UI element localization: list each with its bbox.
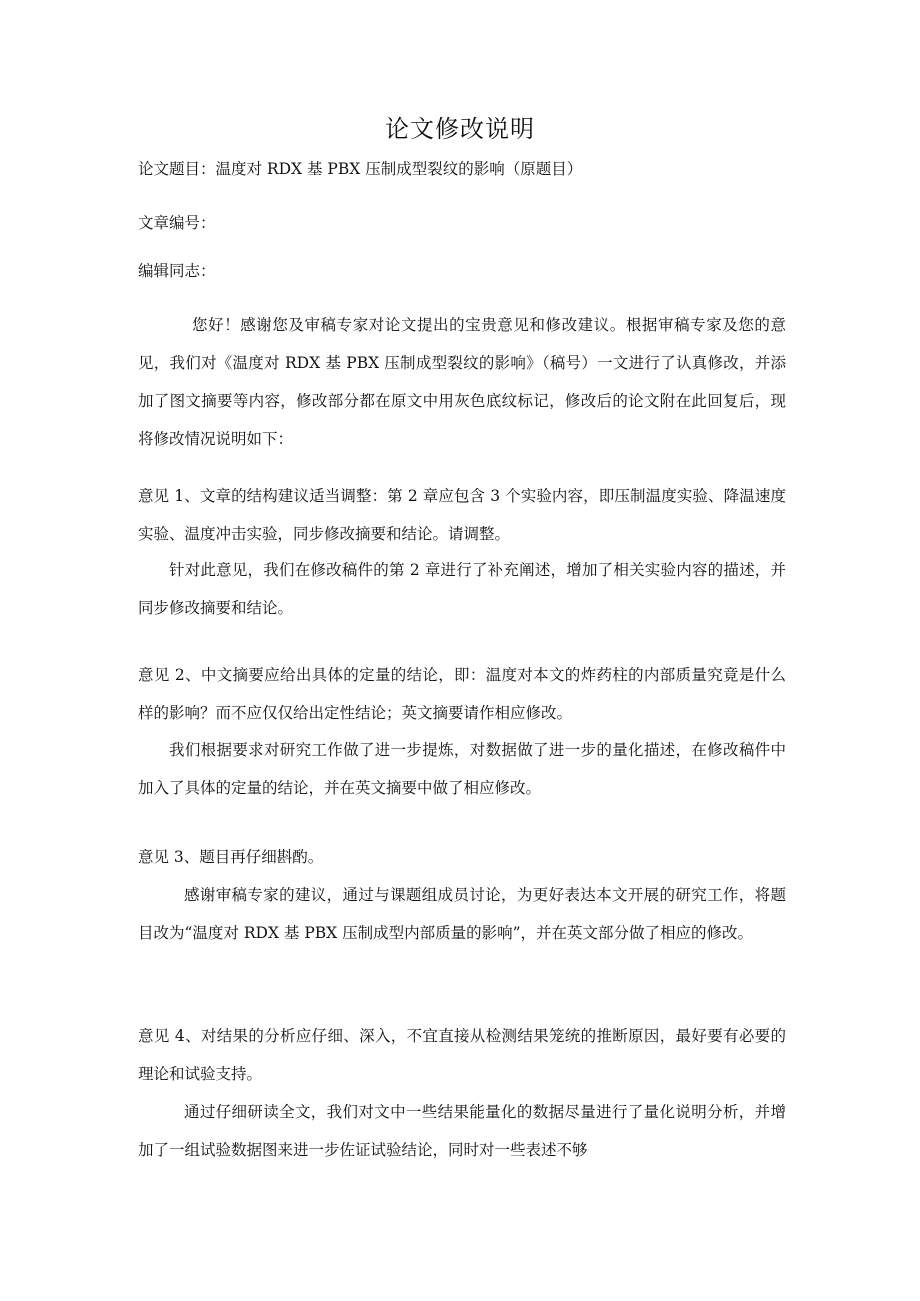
reply-1: 针对此意见，我们在修改稿件的第 2 章进行了补充阐述，增加了相关实验内容的描述，并同步修改摘要和结论。 [138, 561, 786, 617]
intro-paragraph: 您好！感谢您及审稿专家对论文提出的宝贵意见和修改建议。根据审稿专家及您的意见，我们对《温度对 RDX 基 PBX 压制成型裂纹的影响》（稿号）一文进行了认真修改，并添加了图文摘要等内容，修改部分都在原文中用灰色底纹标记，修改后的论文附在此回复后，现将修改情况说明如下： [138, 316, 786, 448]
opinion-1: 意见 1、文章的结构建议适当调整：第 2 章应包含 3 个实验内容，即压制温度实验、降温速度实验、温度冲击实验，同步修改摘要和结论。请调整。 [138, 487, 786, 543]
document-title: 论文修改说明 [385, 115, 535, 143]
reply-4: 通过仔细研读全文，我们对文中一些结果能量化的数据尽量进行了量化说明分析，并增加了一组试验数据图来进一步佐证试验结论，同时对一些表述不够 [138, 1103, 786, 1159]
reply-2: 我们根据要求对研究工作做了进一步提炼，对数据做了进一步的量化描述，在修改稿件中加入了具体的定量的结论，并在英文摘要中做了相应修改。 [138, 741, 786, 797]
opinion-4: 意见 4、对结果的分析应仔细、深入，不宜直接从检测结果笼统的推断原因，最好要有必要的理论和试验支持。 [138, 1027, 786, 1083]
reply-3: 感谢审稿专家的建议，通过与课题组成员讨论，为更好表达本文开展的研究工作，将题目改为“温度对 RDX 基 PBX 压制成型内部质量的影响”，并在英文部分做了相应的修改。 [138, 886, 786, 942]
opinion-3: 意见 3、题目再仔细斟酌。 [138, 848, 324, 866]
article-number-line: 文章编号： [138, 214, 216, 232]
paper-title-line: 论文题目：温度对 RDX 基 PBX 压制成型裂纹的影响（原题目） [138, 160, 583, 178]
editor-greeting: 编辑同志： [138, 262, 216, 280]
opinion-2: 意见 2、中文摘要应给出具体的定量的结论，即：温度对本文的炸药柱的内部质量究竟是什么样的影响？而不应仅仅给出定性结论；英文摘要请作相应修改。 [138, 666, 786, 722]
